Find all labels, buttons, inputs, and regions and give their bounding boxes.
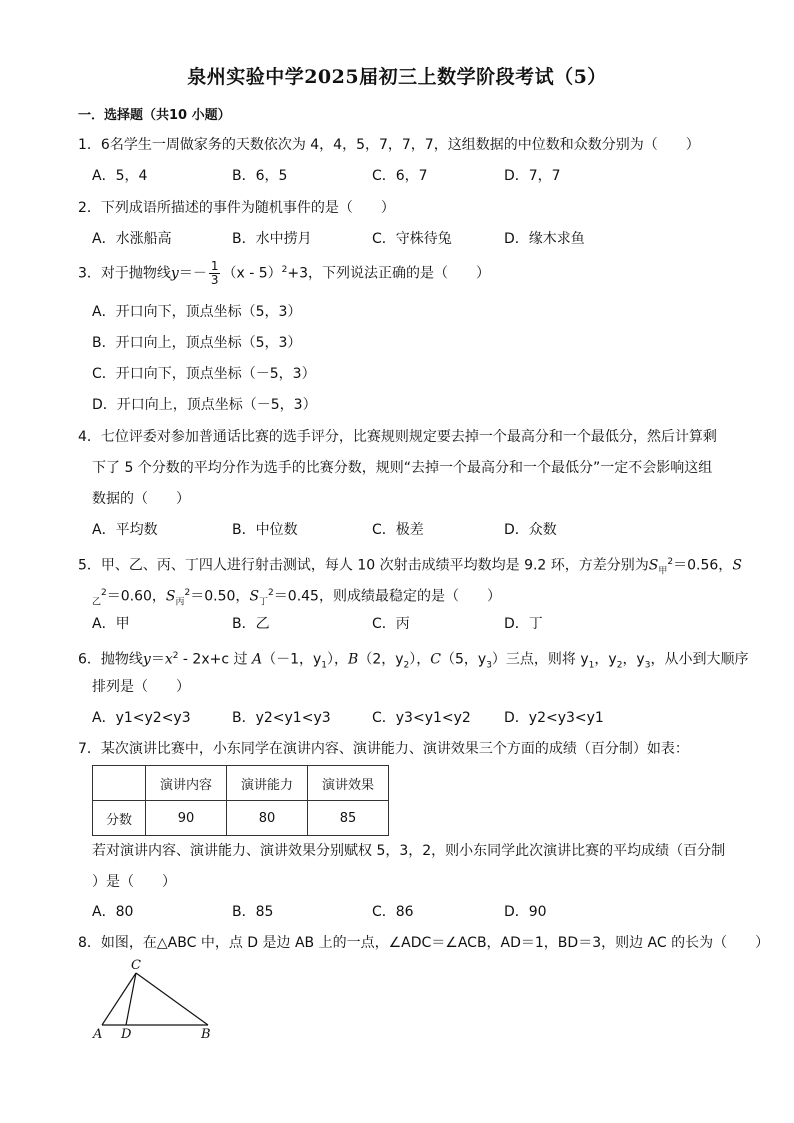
question-1-options: [92, 166, 652, 186]
q3-option-d[interactable]: D．开口向上，顶点坐标（－5，3）: [92, 397, 317, 413]
q5-option-b[interactable]: B．乙: [232, 616, 270, 632]
q6-option-d[interactable]: D．y2<y3<y1: [504, 710, 604, 726]
q7-option-b[interactable]: B．85: [232, 904, 274, 920]
question-7-line-3: ）是（ ）: [92, 874, 176, 890]
q3-fraction: [209, 260, 221, 287]
side-cb: [136, 973, 208, 1025]
q5-s-jia: S: [648, 557, 659, 574]
q6-sep-2: ，: [416, 651, 431, 668]
question-6-line-2: 排列是（ ）: [92, 679, 190, 695]
question-2-stem: 2．下列成语所描述的事件为随机事件的是（ ）: [78, 200, 395, 216]
q5-eq3: ＝0.50，: [190, 588, 250, 605]
q6-y: y: [142, 651, 151, 668]
table-header-cell: [93, 766, 146, 801]
table-header-row: [93, 766, 389, 801]
q3-exponent: 2: [281, 265, 288, 275]
q6-after-sub-2: 2: [616, 660, 623, 671]
q5-eq2: ＝0.60，: [106, 588, 166, 605]
q3-tail: +3，下列说法正确的是（ ）: [287, 265, 491, 282]
question-5-line-1: [78, 552, 742, 581]
question-4-line-2: 下了 5 个分数的平均分作为选手的比赛分数，规则“去掉一个最高分和一个最低分”一定不会影响这组: [92, 460, 713, 476]
q1-option-b[interactable]: B．6，5: [232, 168, 288, 184]
q6-close-b: ）: [409, 651, 417, 668]
question-7-stem: 7．某次演讲比赛中，小东同学在演讲内容、演讲能力、演讲效果三个方面的成绩（百分制）如表：: [78, 741, 689, 757]
label-d: D: [121, 1027, 132, 1042]
q6-sub-1: 1: [321, 660, 328, 671]
q3-option-a[interactable]: A．开口向下，顶点坐标（5，3）: [92, 304, 302, 320]
table-header-cell: 演讲能力: [227, 766, 308, 801]
q5-option-a[interactable]: A．甲: [92, 616, 130, 632]
q6-x: x: [164, 651, 173, 668]
q6-option-a[interactable]: A．y1<y2<y3: [92, 710, 191, 726]
q5-eq1: ＝0.56，: [673, 557, 733, 574]
question-3-stem: [78, 260, 490, 287]
q6-after-2: ，y: [594, 651, 617, 668]
q5-eq4: ＝0.45，则成绩最稳定的是（ ）: [273, 588, 501, 605]
q6-after-3: ，y: [622, 651, 645, 668]
q1-option-a[interactable]: A．5，4: [92, 168, 148, 184]
q2-option-b[interactable]: B．水中捞月: [232, 231, 312, 247]
q2-option-a[interactable]: A．水涨船高: [92, 231, 172, 247]
table-cell: 90: [146, 801, 227, 836]
q6-close-a: ）: [327, 651, 335, 668]
q5-sq-bing: 2: [184, 588, 191, 598]
question-2-options: [92, 229, 652, 249]
q6-after: 三点，则将 y: [505, 651, 589, 668]
table-cell: 80: [227, 801, 308, 836]
q5-s-ding: S: [249, 588, 260, 605]
table-header-cell: 演讲效果: [308, 766, 389, 801]
table-header-cell: 演讲内容: [146, 766, 227, 801]
q3-option-c[interactable]: C．开口向下，顶点坐标（－5，3）: [92, 366, 316, 382]
table-cell: 85: [308, 801, 389, 836]
q6-pre: 6．抛物线: [78, 651, 143, 668]
q6-point-c: C: [430, 651, 441, 668]
q7-option-d[interactable]: D．90: [504, 904, 547, 920]
q6-after-sub-3: 3: [644, 660, 651, 671]
question-5-line-2: [92, 583, 501, 612]
section-heading: 一．选择题（共10 小题）: [78, 108, 231, 123]
q5-s-bing: S: [165, 588, 176, 605]
q5-sq-yi: 2: [101, 588, 107, 598]
q6-option-c[interactable]: C．y3<y1<y2: [372, 710, 471, 726]
q4-option-b[interactable]: B．中位数: [232, 522, 298, 538]
q6-pt-b: （2，y: [358, 651, 404, 668]
page-title: 泉州实验中学2025届初三上数学阶段考试（5）: [187, 66, 607, 88]
q6-eq: ＝: [150, 651, 165, 668]
score-table: [92, 765, 389, 836]
q4-option-d[interactable]: D．众数: [504, 522, 557, 538]
question-6-options: [92, 708, 652, 728]
q2-option-d[interactable]: D．缘木求鱼: [504, 231, 585, 247]
q6-mid: - 2x+c 过: [178, 651, 252, 668]
q6-point-b: B: [348, 651, 359, 668]
q5-option-c[interactable]: C．丙: [372, 616, 410, 632]
q5-sub-yi: 乙: [92, 597, 102, 608]
question-4-line-1: 4．七位评委对参加普通话比赛的选手评分，比赛规则规定要去掉一个最高分和一个最低分，然后计算剩: [78, 429, 717, 445]
q6-pt-c: （5，y: [440, 651, 487, 668]
q2-option-c[interactable]: C．守株待兔: [372, 231, 452, 247]
question-4-line-3: 数据的（ ）: [92, 491, 190, 507]
label-c: C: [131, 958, 141, 973]
q6-close-c: ）: [491, 651, 506, 668]
question-7-options: [92, 902, 652, 922]
q5-s-yi: S: [732, 557, 742, 574]
q6-point-a: A: [251, 651, 263, 668]
q6-sq: 2: [172, 651, 179, 661]
q3-frac-den: 3: [210, 273, 219, 288]
q3-var-y: y: [170, 265, 179, 282]
q6-pt-a: （－1，y: [262, 651, 322, 668]
q4-option-c[interactable]: C．极差: [372, 522, 424, 538]
q3-option-b[interactable]: B．开口向上，顶点坐标（5，3）: [92, 335, 302, 351]
label-a: A: [93, 1027, 103, 1042]
q4-option-a[interactable]: A．平均数: [92, 522, 158, 538]
question-6-line-1: [78, 646, 748, 675]
q1-option-c[interactable]: C．6，7: [372, 168, 428, 184]
question-1-stem: 1．6名学生一周做家务的天数依次为 4，4，5，7，7，7，这组数据的中位数和众数分别为（ ）: [78, 137, 700, 153]
q5-line1-pre: 5．甲、乙、丙、丁四人进行射击测试，每人 10 次射击成绩平均数均是 9.2 环，方差分别为: [78, 557, 649, 574]
label-b: B: [201, 1027, 211, 1042]
question-5-options: [92, 614, 652, 634]
q6-sub-3: 3: [486, 660, 492, 671]
q5-sub-ding: 丁: [259, 597, 269, 608]
q6-option-b[interactable]: B．y2<y1<y3: [232, 710, 331, 726]
triangle-figure: [90, 958, 220, 1043]
q5-option-d[interactable]: D．丁: [504, 616, 543, 632]
question-4-options: [92, 520, 652, 540]
q6-tail: ，从小到大顺序: [650, 651, 749, 668]
q5-sq-ding: 2: [268, 588, 274, 598]
q6-sub-2: 2: [403, 660, 410, 671]
question-7-line-2: 若对演讲内容、演讲能力、演讲效果分别赋权 5，3，2，则小东同学此次演讲比赛的平均成绩（百分制: [92, 843, 726, 859]
q3-stem-pre: 3．对于抛物线: [78, 265, 171, 282]
q3-frac-num: 1: [210, 259, 219, 274]
q5-sq-jia: 2: [667, 557, 674, 567]
q6-after-sub-1: 1: [588, 660, 595, 671]
q7-option-c[interactable]: C．86: [372, 904, 414, 920]
q5-sub-jia: 甲: [658, 566, 668, 577]
q6-sep-1: ，: [334, 651, 349, 668]
q3-eq-minus: ＝－: [178, 265, 207, 282]
q7-option-a[interactable]: A．80: [92, 904, 134, 920]
table-row: [93, 801, 389, 836]
question-8-stem: 8．如图，在△ABC 中，点 D 是边 AB 上的一点，∠ADC＝∠ACB，AD＝1，BD＝3，则边 AC 的长为（ ）: [78, 935, 770, 951]
q5-sub-bing: 丙: [175, 597, 185, 608]
q3-expr: （x - 5）: [222, 265, 282, 282]
table-row-label: 分数: [93, 801, 146, 836]
q1-option-d[interactable]: D．7，7: [504, 168, 561, 184]
